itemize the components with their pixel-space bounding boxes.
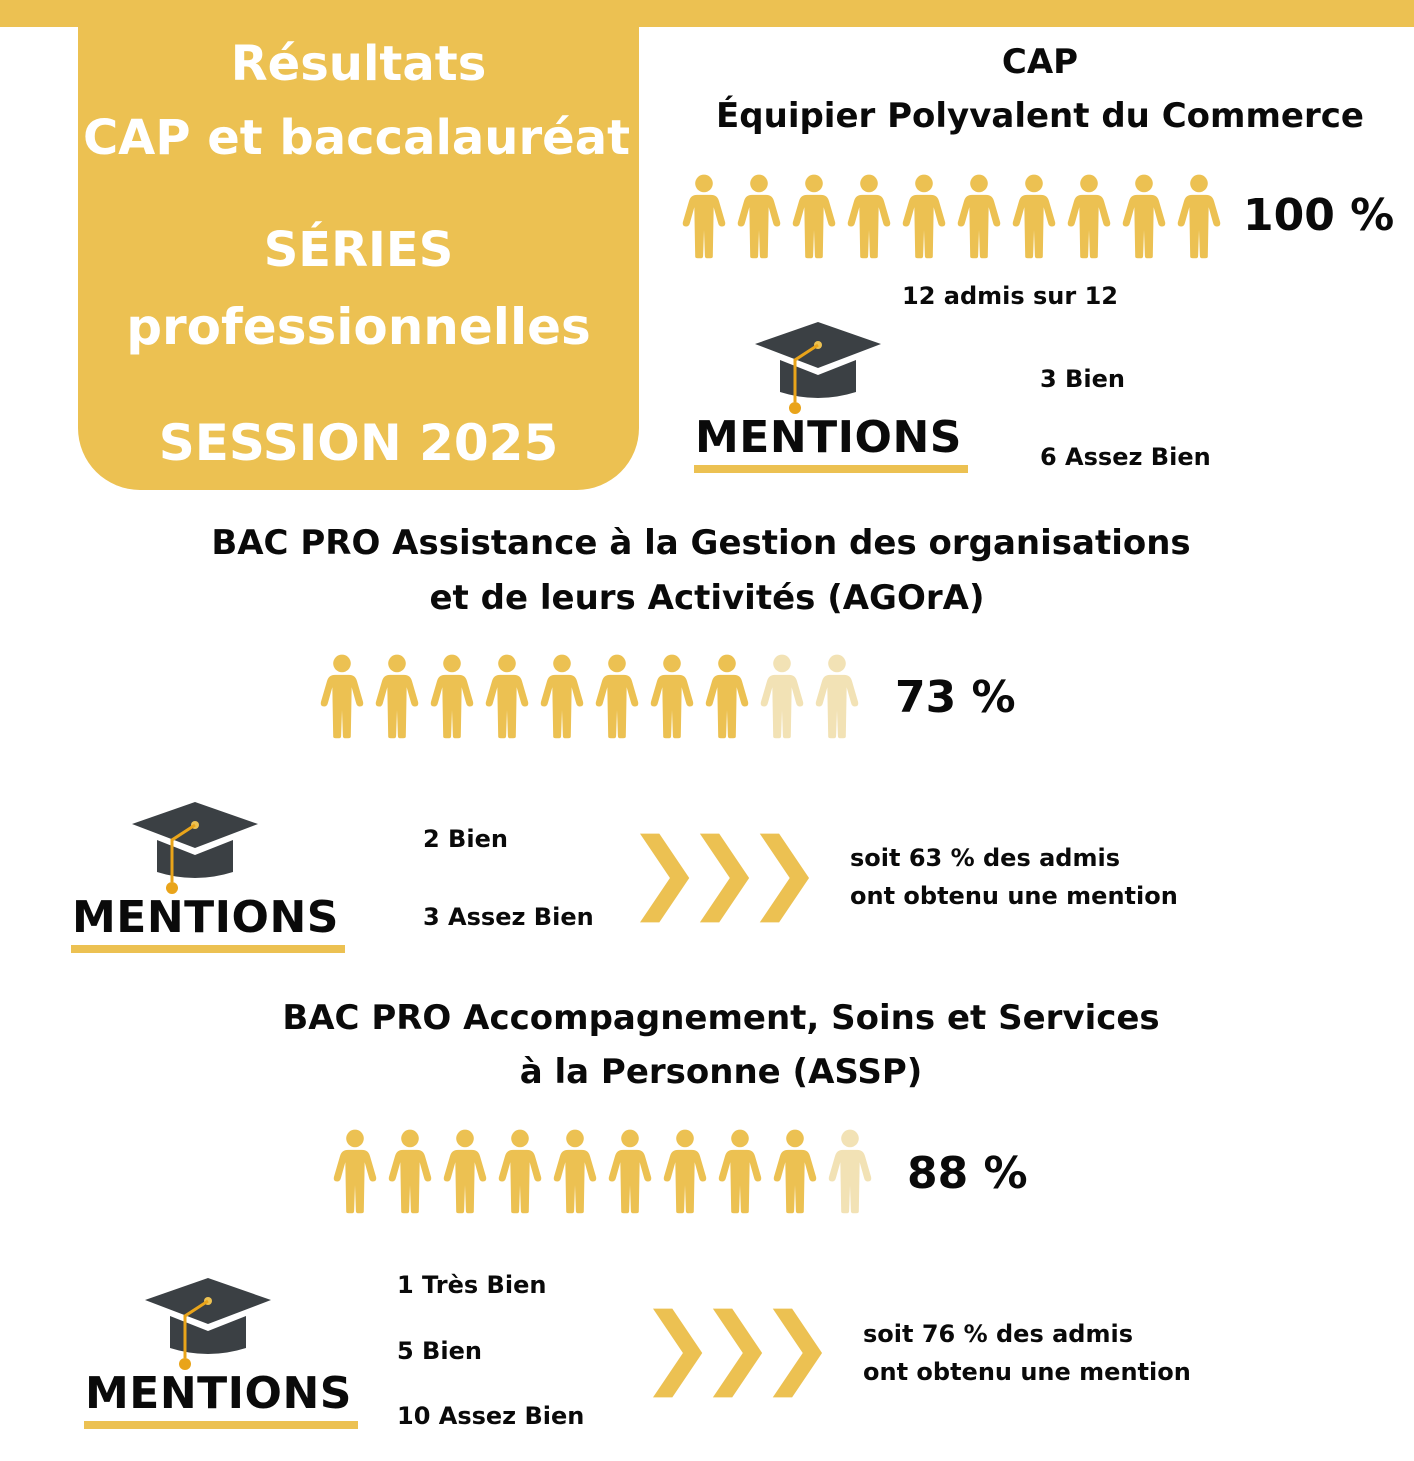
cap-mention-bien: 3 Bien	[1040, 365, 1125, 393]
agora-people-row	[320, 650, 859, 742]
agora-title-line1: BAC PRO Assistance à la Gestion des organisations	[211, 523, 1191, 563]
assp-mention-tres-bien: 1 Très Bien	[397, 1271, 547, 1299]
agora-mentions-underline	[71, 945, 345, 953]
person-icon-filled	[485, 650, 529, 742]
person-icon-faded	[760, 650, 804, 742]
person-icon-filled	[1122, 170, 1166, 262]
title-line-cap-bac: CAP et baccalauréat	[82, 110, 631, 166]
person-icon-filled	[663, 1125, 707, 1217]
agora-percent: 73 %	[895, 672, 1016, 723]
graduation-cap-icon	[145, 1274, 271, 1378]
title-line-resultats: Résultats	[230, 36, 487, 92]
person-icon-filled	[1067, 170, 1111, 262]
person-icon-filled	[608, 1125, 652, 1217]
assp-people-row	[333, 1125, 872, 1217]
person-icon-faded	[815, 650, 859, 742]
person-icon-filled	[430, 650, 474, 742]
assp-percent: 88 %	[907, 1148, 1028, 1199]
graduation-cap-icon	[755, 318, 881, 422]
title-panel	[78, 0, 639, 490]
person-icon-filled	[1177, 170, 1221, 262]
cap-mention-assez-bien: 6 Assez Bien	[1040, 443, 1211, 471]
assp-mentions-label: MENTIONS	[85, 1368, 352, 1419]
person-icon-filled	[498, 1125, 542, 1217]
person-icon-filled	[333, 1125, 377, 1217]
agora-summary-line2: ont obtenu une mention	[850, 882, 1178, 910]
person-icon-filled	[737, 170, 781, 262]
cap-admis: 12 admis sur 12	[902, 282, 1118, 310]
agora-title-line2: et de leurs Activités (AGOrA)	[429, 578, 985, 618]
agora-mention-assez-bien: 3 Assez Bien	[423, 903, 594, 931]
title-line-session: SESSION 2025	[158, 414, 559, 472]
person-icon-filled	[320, 650, 364, 742]
person-icon-filled	[1012, 170, 1056, 262]
person-icon-faded	[828, 1125, 872, 1217]
cap-mentions-label: MENTIONS	[695, 412, 962, 463]
person-icon-filled	[847, 170, 891, 262]
person-icon-filled	[957, 170, 1001, 262]
title-line-professionnelles: professionnelles	[126, 298, 591, 356]
assp-summary-line2: ont obtenu une mention	[863, 1358, 1191, 1386]
title-line-series: SÉRIES	[263, 222, 454, 278]
person-icon-filled	[902, 170, 946, 262]
person-icon-filled	[650, 650, 694, 742]
assp-summary-line1: soit 76 % des admis	[863, 1320, 1133, 1348]
cap-title: CAP	[1001, 42, 1079, 82]
person-icon-filled	[705, 650, 749, 742]
assp-mentions-underline	[84, 1421, 358, 1429]
person-icon-filled	[718, 1125, 762, 1217]
agora-summary-line1: soit 63 % des admis	[850, 844, 1120, 872]
person-icon-filled	[682, 170, 726, 262]
assp-mention-assez-bien: 10 Assez Bien	[397, 1402, 585, 1430]
graduation-cap-icon	[132, 798, 258, 902]
cap-percent: 100 %	[1243, 190, 1395, 241]
person-icon-filled	[792, 170, 836, 262]
assp-title-line1: BAC PRO Accompagnement, Soins et Services	[282, 998, 1160, 1038]
assp-mention-bien: 5 Bien	[397, 1337, 482, 1365]
agora-mentions-label: MENTIONS	[72, 892, 339, 943]
chevrons-arrow-icon	[653, 1308, 823, 1398]
cap-subtitle: Équipier Polyvalent du Commerce	[716, 96, 1364, 136]
person-icon-filled	[375, 650, 419, 742]
person-icon-filled	[595, 650, 639, 742]
person-icon-filled	[540, 650, 584, 742]
person-icon-filled	[388, 1125, 432, 1217]
person-icon-filled	[553, 1125, 597, 1217]
cap-mentions-underline	[694, 465, 968, 473]
cap-people-row	[682, 170, 1221, 262]
person-icon-filled	[773, 1125, 817, 1217]
agora-mention-bien: 2 Bien	[423, 825, 508, 853]
chevrons-arrow-icon	[640, 833, 810, 923]
person-icon-filled	[443, 1125, 487, 1217]
assp-title-line2: à la Personne (ASSP)	[519, 1052, 923, 1092]
